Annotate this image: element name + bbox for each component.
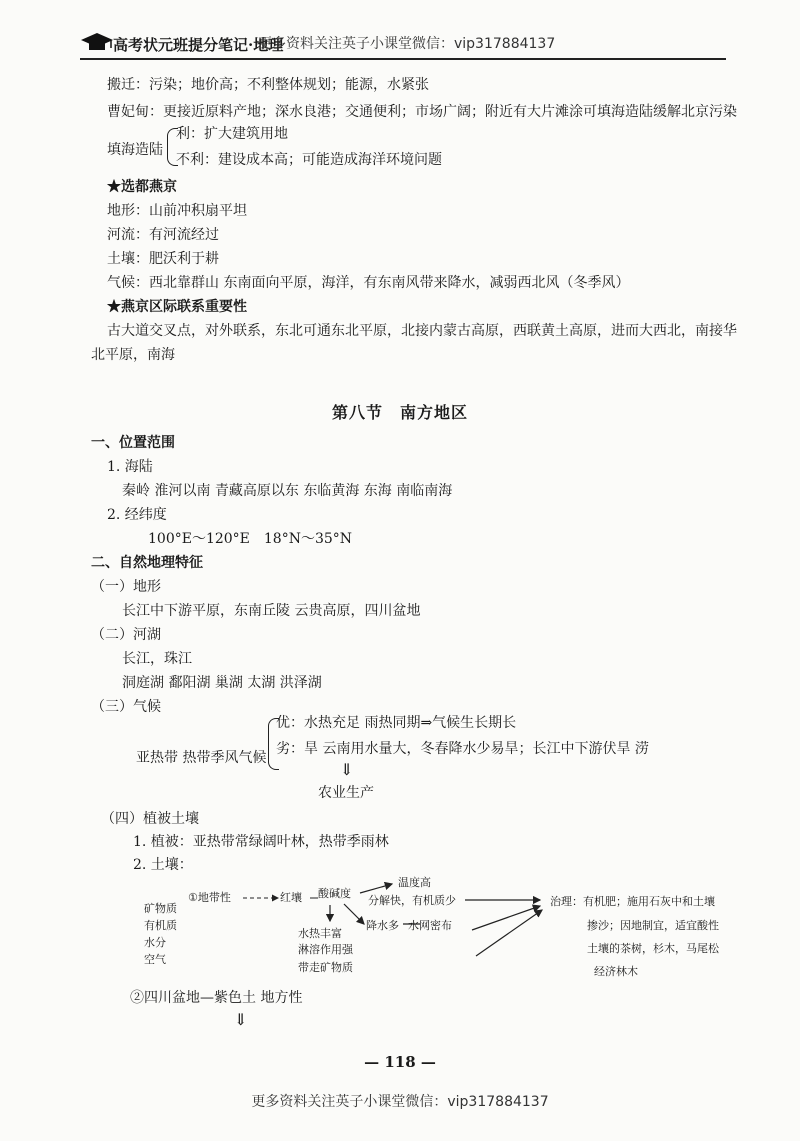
water-heat-label: 水热丰富	[298, 927, 342, 940]
climate-arrow: ⇓	[340, 760, 354, 779]
red-soil-label: 红壤	[280, 891, 302, 904]
yanjing-heading: ★选都燕京	[107, 179, 177, 195]
climate-label: 亚热带 热带季风气候	[136, 750, 267, 766]
header-title: 高考状元班提分笔记·地理	[113, 36, 284, 54]
header-watermark: 更多资料关注英子小课堂微信：vip317884137	[258, 36, 556, 52]
veg-soil-heading: （四）植被土壤	[101, 811, 199, 827]
river-text-1: 长江，珠江	[122, 651, 192, 667]
acidity-label: 酸碱度	[318, 887, 351, 900]
caofeidian-line: 曹妃甸：更接近原料产地；深水良港；交通便利；市场广阔；附近有大片滩涂可填海造陆缓解北京污染	[107, 104, 737, 120]
treatment-line-4: 经济林木	[594, 965, 638, 978]
lat-long-text: 100°E～120°E 18°N～35°N	[148, 531, 353, 547]
treatment-line-3: 土壤的茶树，杉木，马尾松	[587, 942, 719, 955]
reclaim-pro: 利：扩大建筑用地	[176, 126, 288, 142]
zonal-label: ①地带性	[188, 891, 231, 904]
leach-label: 淋溶作用强	[298, 943, 353, 956]
river-heading: （二）河湖	[91, 627, 161, 643]
component-water: 水分	[144, 936, 166, 949]
relocation-line: 搬迁：污染；地价高；不利整体规划；能源，水紧张	[107, 77, 429, 93]
reclaim-con: 不利：建设成本高；可能造成海洋环境问题	[176, 152, 442, 168]
treatment-line-1: 治理：有机肥；施用石灰中和土壤	[550, 895, 715, 908]
climate-result: 农业生产	[318, 785, 374, 801]
section-title: 第八节 南方地区	[331, 403, 468, 422]
climate-con: 劣：旱 云南用水量大，冬春降水少易旱；长江中下游伏旱 涝	[276, 741, 649, 757]
river-text-2: 洞庭湖 鄱阳湖 巢湖 太湖 洪泽湖	[122, 675, 322, 691]
rain-more-label: 降水多	[366, 919, 399, 932]
soil-heading: 2. 土壤：	[133, 857, 193, 873]
treatment-line-2: 掺沙；因地制宜，适宜酸性	[587, 919, 719, 932]
footer-watermark: 更多资料关注英子小课堂微信：vip317884137	[251, 1094, 549, 1110]
sea-land-text: 秦岭 淮河以南 青藏高原以东 东临黄海 东海 南临南海	[122, 483, 453, 499]
sea-land-heading: 1. 海陆	[107, 459, 153, 475]
terrain-text: 长江中下游平原，东南丘陵 云贵高原，四川盆地	[122, 603, 421, 619]
sichuan-soil-line: ②四川盆地—紫色土 地方性	[130, 990, 303, 1006]
carry-minerals-label: 带走矿物质	[298, 961, 353, 974]
yanjing-soil: 土壤：肥沃利于耕	[107, 251, 219, 267]
climate-heading: （三）气候	[91, 699, 161, 715]
natural-features-heading: 二、自然地理特征	[91, 555, 203, 571]
component-organic: 有机质	[144, 919, 177, 932]
terrain-heading: （一）地形	[91, 579, 161, 595]
water-network-label: 水网密布	[408, 919, 452, 932]
reclaim-label: 填海造陆	[107, 142, 163, 158]
page-number: — 118 —	[364, 1053, 436, 1071]
intl-heading: ★燕京区际联系重要性	[107, 299, 247, 315]
yanjing-terrain: 地形：山前冲积扇平坦	[107, 203, 247, 219]
component-air: 空气	[144, 953, 166, 966]
yanjing-climate: 气候：西北靠群山 东南面向平原，海洋，有东南风带来降水，减弱西北风（冬季风）	[107, 275, 630, 291]
position-heading: 一、位置范围	[91, 435, 175, 451]
intl-line-2: 北平原，南海	[91, 347, 175, 363]
sichuan-arrow: ⇓	[234, 1010, 248, 1029]
intl-line-1: 古大道交叉点，对外联系，东北可通东北平原，北接内蒙古高原，西联黄土高原，进而大西北，南接华	[107, 323, 737, 339]
decompose-label: 分解快，有机质少	[368, 894, 456, 907]
component-mineral: 矿物质	[144, 902, 177, 915]
lat-long-heading: 2. 经纬度	[107, 507, 167, 523]
temp-high-label: 温度高	[398, 876, 431, 889]
climate-pro: 优：水热充足 雨热同期⇒气候生长期长	[276, 715, 517, 731]
yanjing-river: 河流：有河流经过	[107, 227, 219, 243]
vegetation-text: 1. 植被：亚热带常绿阔叶林，热带季雨林	[133, 834, 389, 850]
